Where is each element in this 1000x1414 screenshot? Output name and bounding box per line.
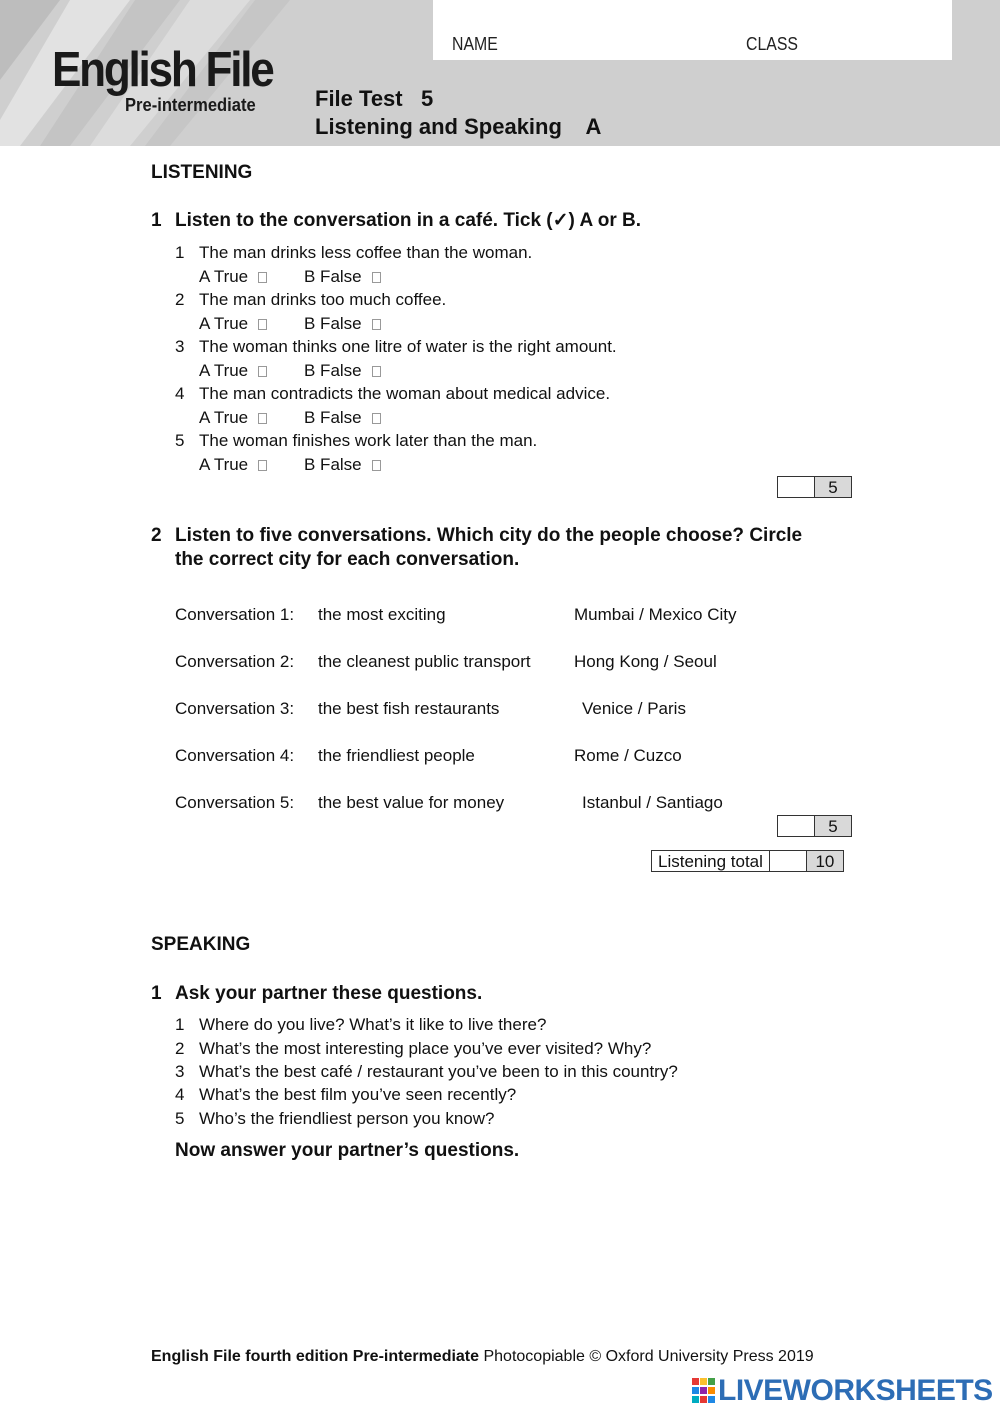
city-choice[interactable]: Venice / Paris [582, 699, 686, 718]
listening-ex2-instruction-2: the correct city for each conversation. [175, 549, 520, 570]
true-false-option [199, 361, 267, 381]
listening-total-label: Listening total [652, 851, 770, 871]
conversation-description: the best fish restaurants [318, 699, 500, 718]
test-title [315, 85, 601, 141]
true-false-option [199, 314, 267, 334]
score-max: 5 [815, 816, 851, 836]
question-text: What’s the best café / restaurant you’ve been to in this country? [199, 1062, 678, 1081]
tick-box-a[interactable] [258, 319, 267, 330]
tick-box-a[interactable] [258, 272, 267, 283]
tick-box-b[interactable] [372, 366, 381, 377]
class-label: CLASS [746, 34, 798, 54]
test-title-line1: File Test 5 [315, 86, 434, 111]
footer-normal: Photocopiable © Oxford University Press 2019 [479, 1348, 814, 1365]
tick-box-a[interactable] [258, 460, 267, 471]
conversation-label: Conversation 1: [175, 605, 295, 624]
question-number: 4 [175, 1085, 185, 1104]
name-class-box [433, 0, 952, 60]
option-b-label: B False [304, 314, 362, 333]
conversation-label: Conversation 2: [175, 652, 295, 671]
speaking-closing-instruction: Now answer your partner’s questions. [175, 1140, 520, 1161]
conversation-label: Conversation 4: [175, 746, 295, 765]
speaking-ex1-instruction: Ask your partner these questions. [175, 983, 483, 1004]
tick-box-b[interactable] [372, 319, 381, 330]
item-number: 4 [175, 384, 185, 403]
option-b-label: B False [304, 455, 362, 474]
tick-box-a[interactable] [258, 366, 267, 377]
city-choice[interactable]: Istanbul / Santiago [582, 793, 723, 812]
option-b-label: B False [304, 408, 362, 427]
question-number: 3 [175, 1062, 185, 1081]
question-text: Where do you live? What’s it like to live there? [199, 1015, 547, 1034]
conversation-description: the cleanest public transport [318, 652, 531, 671]
tick-box-b[interactable] [372, 272, 381, 283]
option-b-label: B False [304, 361, 362, 380]
listening-total-box [651, 850, 844, 872]
option-a-label: A True [199, 267, 249, 286]
true-false-option [304, 267, 381, 287]
listening-ex1-number: 1 [151, 210, 162, 231]
listening-ex1-instruction: Listen to the conversation in a café. Tick (✓) A or B. [175, 210, 642, 231]
listening-ex2-instruction-1: Listen to five conversations. Which city do the people choose? Circle [175, 525, 803, 546]
item-number: 2 [175, 290, 185, 309]
liveworksheets-logo-icon [692, 1378, 716, 1404]
true-false-option [304, 408, 381, 428]
item-number: 1 [175, 243, 185, 262]
question-text: What’s the most interesting place you’ve ever visited? Why? [199, 1039, 652, 1058]
tick-box-a[interactable] [258, 413, 267, 424]
logo-title: English File [52, 43, 273, 97]
listening-heading: LISTENING [151, 162, 253, 183]
name-label: NAME [452, 34, 498, 54]
total-score-max: 10 [807, 851, 843, 871]
question-number: 2 [175, 1039, 185, 1058]
item-text: The man drinks less coffee than the woman. [199, 243, 533, 262]
score-input[interactable] [778, 816, 815, 836]
item-number: 5 [175, 431, 185, 450]
question-text: Who’s the friendliest person you know? [199, 1109, 495, 1128]
item-text: The man drinks too much coffee. [199, 290, 447, 309]
tick-box-b[interactable] [372, 460, 381, 471]
speaking-heading: SPEAKING [151, 934, 251, 955]
liveworksheets-text: LIVEWORKSHEETS [718, 1374, 993, 1407]
true-false-option [199, 455, 267, 475]
option-a-label: A True [199, 408, 249, 427]
footer-copyright [151, 1348, 814, 1366]
option-a-label: A True [199, 361, 249, 380]
score-max: 5 [815, 477, 851, 497]
total-score-input[interactable] [770, 851, 807, 871]
true-false-option [304, 314, 381, 334]
score-input[interactable] [778, 477, 815, 497]
question-number: 5 [175, 1109, 185, 1128]
speaking-ex1-number: 1 [151, 983, 162, 1004]
conversation-label: Conversation 5: [175, 793, 295, 812]
conversation-description: the best value for money [318, 793, 505, 812]
true-false-option [199, 408, 267, 428]
liveworksheets-watermark [692, 1374, 993, 1408]
item-text: The woman finishes work later than the man. [199, 431, 538, 450]
conversation-description: the friendliest people [318, 746, 475, 765]
listening-ex2-number: 2 [151, 525, 162, 546]
true-false-option [304, 361, 381, 381]
city-choice[interactable]: Mumbai / Mexico City [574, 605, 737, 624]
conversation-description: the most exciting [318, 605, 446, 624]
ex1-score-box [777, 476, 852, 498]
footer-bold: English File fourth edition Pre-intermediate [151, 1348, 480, 1365]
city-choice[interactable]: Rome / Cuzco [574, 746, 682, 765]
option-a-label: A True [199, 455, 249, 474]
question-number: 1 [175, 1015, 185, 1034]
true-false-option [304, 455, 381, 475]
logo-subtitle: Pre-intermediate [125, 95, 256, 115]
item-number: 3 [175, 337, 185, 356]
city-choice[interactable]: Hong Kong / Seoul [574, 652, 717, 671]
ex2-score-box [777, 815, 852, 837]
tick-box-b[interactable] [372, 413, 381, 424]
item-text: The woman thinks one litre of water is the right amount. [199, 337, 617, 356]
test-title-line2: Listening and Speaking A [315, 114, 602, 139]
conversation-label: Conversation 3: [175, 699, 295, 718]
option-b-label: B False [304, 267, 362, 286]
true-false-option [199, 267, 267, 287]
item-text: The man contradicts the woman about medical advice. [199, 384, 611, 403]
question-text: What’s the best film you’ve seen recently? [199, 1085, 517, 1104]
option-a-label: A True [199, 314, 249, 333]
